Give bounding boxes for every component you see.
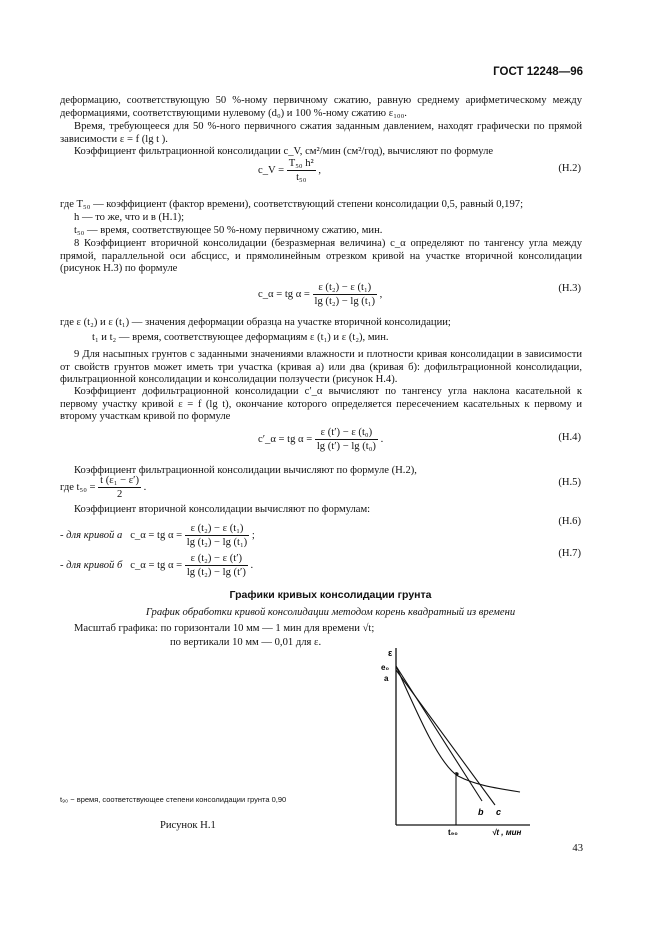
label-b: b [478,807,484,817]
figure-scale-horizontal: Масштаб графика: по горизонтали 10 мм — 1 мин для времени √t; [74,623,375,634]
formula-numerator: t (ε₁ − ε′) [100,475,139,486]
formula-numerator: ε (t′) − ε (t₀) [315,427,378,440]
page-number: 43 [572,843,583,854]
formula-label: (Н.5) [558,477,581,488]
label-e0: e₀ [381,663,390,672]
formula-h6 [60,523,255,548]
for-curve-b: - для кривой б [60,559,123,571]
formula-label: (Н.3) [558,283,581,294]
label-t90: t₉₀ [448,828,458,837]
formula-tail: , [379,288,383,300]
formula-tail: . [380,433,384,445]
formula-label: (Н.4) [558,432,581,443]
formula-tail: . [250,559,254,571]
where-t50c: где t₅₀ = [60,481,96,493]
figure-scale-vertical: по вертикали 10 мм — 0,01 для ε. [170,637,322,648]
for-curve-a: - для кривой а [60,529,123,541]
where-t50: где T₅₀ — коэффициент (фактор времени), соответствующий степени консолидации 0,5, равный 0,197; [60,199,524,210]
axis-y-label: ε [388,648,393,658]
paragraph-12: Коэффициент вторичной консолидации вычисляют по формулам: [74,504,371,515]
label-c: c [496,807,502,817]
formula-h4 [258,427,383,452]
figure-subtitle: График обработки кривой консолидации методом корень квадратный из времени [145,607,516,618]
figure-note: t₉₀ − время, соответствующее степени консолидации грунта 0,90 [60,795,287,804]
paragraph-2: Время, требующееся для 50 %-ного первичного сжатия заданным давлением, находят графически по прямой зависимости ε = f (lg t ). [60,121,582,145]
formula-numerator: ε (t₂) − ε (t′) [185,553,248,566]
formula-h7 [60,553,253,578]
formula-label: (Н.6) [558,516,581,527]
standard-header: ГОСТ 12248—96 [493,66,583,78]
where-eps: где ε (t₂) и ε (t₁) — значения деформации образца на участке вторичной консолидации; [60,317,451,328]
figure-caption: Рисунок Н.1 [160,820,216,831]
formula-label: (Н.7) [558,548,581,559]
formula-denominator: lg (t₂) − lg (t′) [186,567,246,578]
paragraph-3: Коэффициент фильтрационной консолидации c_V, см²/мин (см²/год), вычисляют по формуле [74,146,494,157]
paragraph-8: 8 Коэффициент вторичной консолидации (безразмерная величина) c_α определяют по тангенсу угла между прямой, параллельной оси абсцисс, и прямолинейным отрезком кривой на участке вторичной консолидации (рисунок Н.3) по формуле [60,238,582,274]
formula-tail: . [143,481,147,493]
where-h: h — то же, что и в (Н.1); [74,212,185,223]
formula-h2 [258,158,321,183]
label-a: a [384,674,389,683]
formula-numerator: ε (t₂) − ε (t₁) [313,282,377,295]
formula-numerator: T₅₀ h² [288,158,314,169]
formula-tail: , [318,164,322,176]
formula-lhs: c_α = tg α = [258,288,310,300]
formula-numerator: ε (t₂) − ε (t₁) [185,523,249,536]
paragraph-10: Коэффициент дофильтрационной консолидации c′_α вычисляют по тангенсу угла наклона касательной к первому участку кривой ε = f (lg t), окончание которого определяется пересечением касательных к первому и второму участкам кривой по формуле [60,386,582,422]
formula-lhs: c_V = [258,164,285,176]
paragraph-9: 9 Для насыпных грунтов с заданными значениями влажности и плотности кривая консолидации в зависимости от свойств грунтов может иметь три участка (кривая а) или два (кривая б): дофильтрационной консолидации, фильтрационной консолидации и консолидации ползучести (рисунок Н.4). [60,349,582,385]
formula-label: (Н.2) [558,163,581,174]
formula-denominator: lg (t₂) − lg (t₁) [314,296,375,307]
formula-h3 [258,282,382,307]
intersection-point [455,772,458,775]
formula-denominator: lg (t′) − lg (t₀) [316,441,376,452]
formula-denominator: 2 [116,489,123,500]
paragraph-11: Коэффициент фильтрационной консолидации вычисляют по формуле (Н.2), [74,465,417,476]
axis-x-label: √t , мин [492,828,522,837]
formula-h5 [60,475,146,500]
formula-lhs: c_α = tg α = [130,559,183,571]
figure-section-title: Графики кривых консолидации грунта [229,589,432,601]
where-t50b: t₅₀ — время, соответствующее 50 %-ному первичному сжатию, мин. [74,225,383,236]
formula-tail: ; [251,529,255,541]
where-t12: t₁ и t₂ — время, соответствующее деформациям ε (t₁) и ε (t₂), мин. [92,332,389,343]
formula-denominator: lg (t₂) − lg (t₁) [186,537,248,548]
formula-lhs: c_α = tg α = [130,529,183,541]
consolidation-graph [350,640,540,840]
paragraph-1: деформацию, соответствующую 50 %-ному первичному сжатию, равную среднему арифметическому между деформациями, соответствующими нулевому (d₀) и 100 %-ному сжатию ε₁₀₀. [60,95,582,119]
formula-lhs: c′_α = tg α = [258,433,313,445]
formula-denominator: t₅₀ [296,172,307,183]
